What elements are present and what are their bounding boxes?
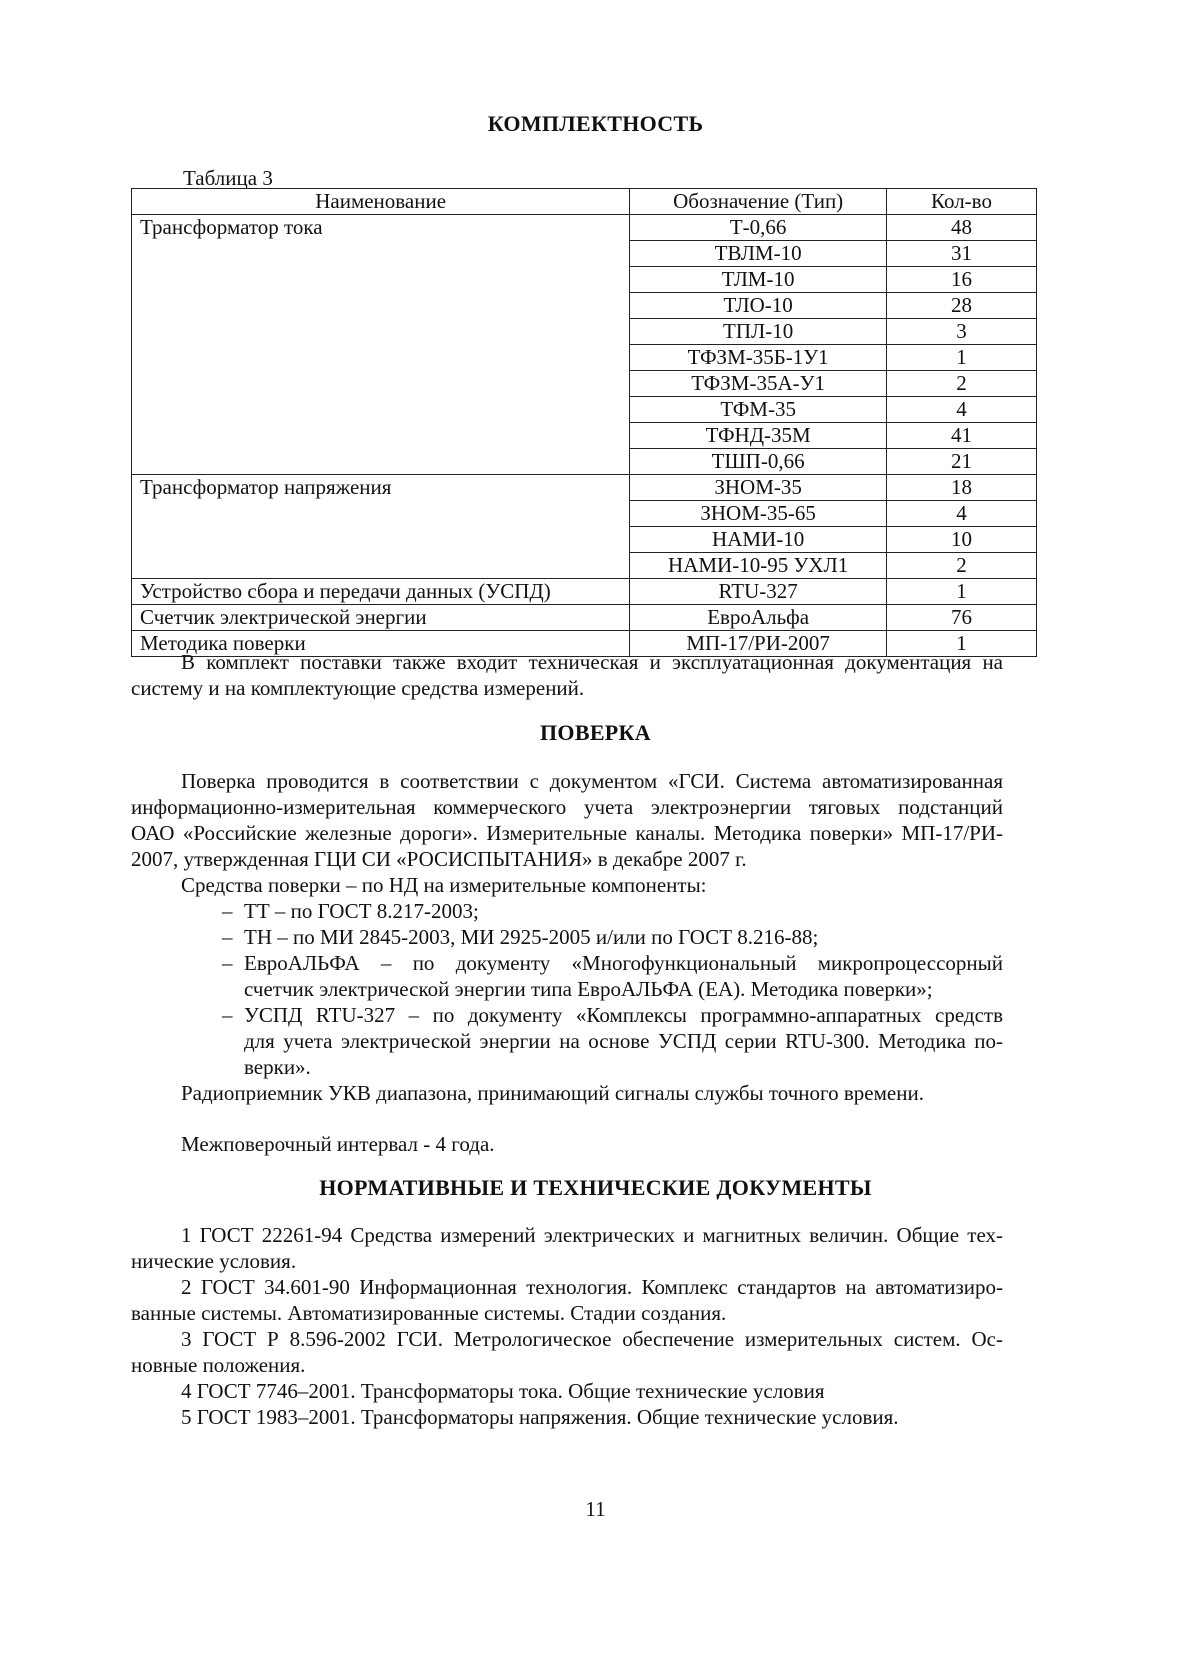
item-type-cell: ЗНОМ-35 [630, 475, 887, 501]
kit-note-line: В комплект поставки также входит техническая и эксплуатационная документация на [181, 650, 1003, 674]
item-type-cell: RTU-327 [630, 579, 887, 605]
kit-note-line: систему и на комплектующие средства измерений. [131, 676, 585, 700]
item-name-cell: Методика поверки [132, 631, 630, 657]
list-item: ТН – по МИ 2845-2003, МИ 2925-2005 и/или по ГОСТ 8.216-88; [244, 925, 819, 949]
item-type-cell: ТШП-0,66 [630, 449, 887, 475]
item-qty-cell: 16 [886, 267, 1036, 293]
item-qty-cell: 76 [886, 605, 1036, 631]
list-bullet: – [222, 1003, 233, 1027]
item-type-cell: Т-0,66 [630, 215, 887, 241]
table-body [132, 215, 1037, 657]
item-qty-cell: 21 [886, 449, 1036, 475]
item-name-cell: Трансформатор напряжения [132, 475, 630, 579]
verification-text-line: Поверка проводится в соответствии с документом «ГСИ. Система автоматизированная [181, 769, 1003, 793]
verification-heading: ПОВЕРКА [540, 720, 651, 745]
documents-heading: НОРМАТИВНЫЕ И ТЕХНИЧЕСКИЕ ДОКУМЕНТЫ [319, 1175, 872, 1200]
verification-interval: Межповерочный интервал - 4 года. [181, 1132, 495, 1156]
document-item: 3 ГОСТ Р 8.596-2002 ГСИ. Метрологическое обеспечение измерительных систем. Ос- [181, 1327, 1003, 1351]
item-type-cell: МП-17/РИ-2007 [630, 631, 887, 657]
table-row [132, 475, 1037, 501]
item-type-cell: ТЛМ-10 [630, 267, 887, 293]
item-qty-cell: 18 [886, 475, 1036, 501]
kit-heading: КОМПЛЕКТНОСТЬ [487, 111, 704, 136]
item-qty-cell: 48 [886, 215, 1036, 241]
list-item-continuation: верки». [244, 1055, 311, 1079]
document-item: 5 ГОСТ 1983–2001. Трансформаторы напряжения. Общие технические условия. [181, 1405, 899, 1429]
item-type-cell: ТВЛМ-10 [630, 241, 887, 267]
item-type-cell: ТПЛ-10 [630, 319, 887, 345]
page-number: 11 [585, 1497, 606, 1521]
document-item-continuation: ванные системы. Автоматизированные системы. Стадии создания. [131, 1301, 727, 1325]
item-qty-cell: 2 [886, 371, 1036, 397]
item-qty-cell: 4 [886, 501, 1036, 527]
item-type-cell: НАМИ-10 [630, 527, 887, 553]
item-name-cell: Счетчик электрической энергии [132, 605, 630, 631]
item-qty-cell: 4 [886, 397, 1036, 423]
list-bullet: – [222, 925, 233, 949]
header-name: Наименование [132, 189, 630, 215]
list-item-continuation: для учета электрической энергии на основе УСПД серии RTU-300. Методика по- [244, 1029, 1003, 1053]
item-type-cell: ТФЗМ-35А-У1 [630, 371, 887, 397]
item-type-cell: ЕвроАльфа [630, 605, 887, 631]
radio-receiver-text: Радиоприемник УКВ диапазона, принимающий сигналы службы точного времени. [181, 1081, 924, 1105]
list-item: ТТ – по ГОСТ 8.217-2003; [244, 899, 479, 923]
item-qty-cell: 3 [886, 319, 1036, 345]
item-qty-cell: 1 [886, 345, 1036, 371]
item-type-cell: ТФНД-35М [630, 423, 887, 449]
table-caption: Таблица 3 [183, 166, 273, 190]
document-item: 4 ГОСТ 7746–2001. Трансформаторы тока. Общие технические условия [181, 1379, 825, 1403]
table-header-row [132, 189, 1037, 215]
table-row [132, 605, 1037, 631]
table-row [132, 579, 1037, 605]
item-qty-cell: 2 [886, 553, 1036, 579]
document-item-continuation: нические условия. [131, 1249, 297, 1273]
verification-text-line: ОАО «Российские железные дороги». Измерительные каналы. Методика поверки» МП-17/РИ- [131, 821, 1003, 845]
item-qty-cell: 28 [886, 293, 1036, 319]
list-item-continuation: счетчик электрической энергии типа ЕвроАЛЬФА (ЕА). Методика поверки»; [244, 977, 933, 1001]
item-qty-cell: 1 [886, 631, 1036, 657]
item-qty-cell: 41 [886, 423, 1036, 449]
list-bullet: – [222, 899, 233, 923]
list-item: УСПД RTU-327 – по документу «Комплексы программно-аппаратных средств [244, 1003, 1003, 1027]
item-type-cell: ТФМ-35 [630, 397, 887, 423]
item-name-cell: Трансформатор тока [132, 215, 630, 475]
item-type-cell: ТФЗМ-35Б-1У1 [630, 345, 887, 371]
item-type-cell: ЗНОМ-35-65 [630, 501, 887, 527]
item-qty-cell: 31 [886, 241, 1036, 267]
item-type-cell: НАМИ-10-95 УХЛ1 [630, 553, 887, 579]
item-name-cell: Устройство сбора и передачи данных (УСПД) [132, 579, 630, 605]
header-qty: Кол-во [886, 189, 1036, 215]
kit-table [131, 188, 1037, 657]
means-intro: Средства поверки – по НД на измерительные компоненты: [181, 873, 707, 897]
item-qty-cell: 10 [886, 527, 1036, 553]
document-item: 2 ГОСТ 34.601-90 Информационная технология. Комплекс стандартов на автоматизиро- [181, 1275, 1003, 1299]
table-row [132, 215, 1037, 241]
header-type: Обозначение (Тип) [630, 189, 887, 215]
item-qty-cell: 1 [886, 579, 1036, 605]
list-item: ЕвроАЛЬФА – по документу «Многофункциональный микропроцессорный [244, 951, 1003, 975]
verification-text-line: 2007, утвержденная ГЦИ СИ «РОСИСПЫТАНИЯ» в декабре 2007 г. [131, 847, 747, 871]
item-type-cell: ТЛО-10 [630, 293, 887, 319]
document-item-continuation: новные положения. [131, 1353, 306, 1377]
list-bullet: – [222, 951, 233, 975]
verification-text-line: информационно-измерительная коммерческого учета электроэнергии тяговых подстанций [131, 795, 1003, 819]
document-item: 1 ГОСТ 22261-94 Средства измерений электрических и магнитных величин. Общие тех- [181, 1223, 1003, 1247]
